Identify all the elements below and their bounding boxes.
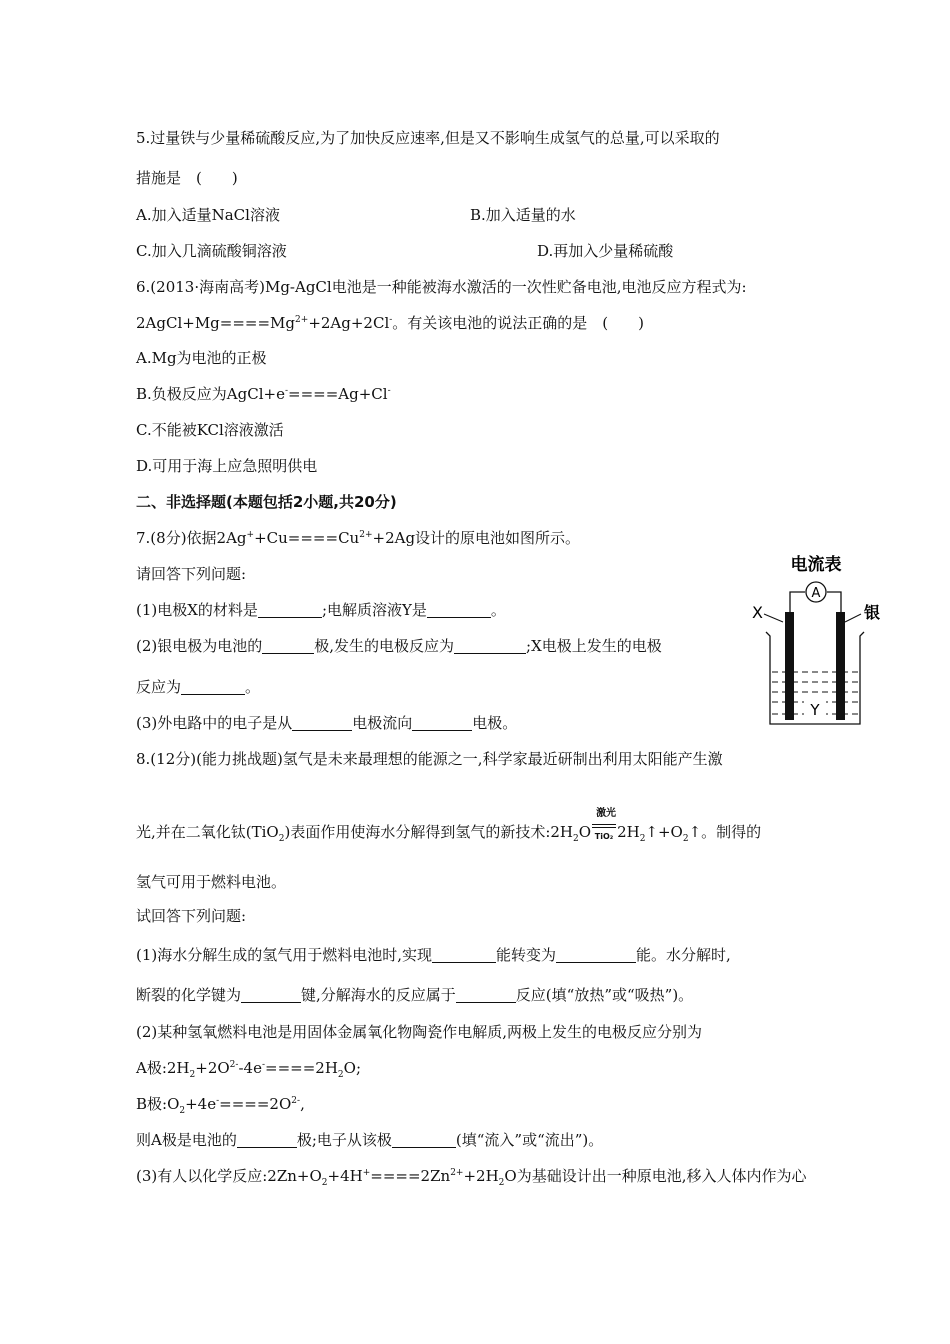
q8-stem-part: ↑+O xyxy=(645,823,683,841)
electrode-x-label: X xyxy=(752,603,763,622)
q8-p3-text: +4H xyxy=(327,1167,363,1185)
electrode-silver xyxy=(836,612,845,720)
reaction-condition-arrow xyxy=(591,808,617,842)
q8-p1-text: 键,分解海水的反应属于 xyxy=(301,986,456,1004)
eq-b-sub: 2 xyxy=(179,1106,186,1116)
q7-p1-text: (1)电极X的材料是 xyxy=(136,601,258,619)
electrode-silver-label: 银 xyxy=(864,603,881,622)
q6-eq-part: +2Ag+2Cl xyxy=(308,314,390,332)
q7-stem-part: 7.(8分)依据2Ag xyxy=(136,529,247,547)
q7-prompt: 请回答下列问题: xyxy=(136,565,247,583)
q8-p1-text: (1)海水分解生成的氢气用于燃料电池时,实现 xyxy=(136,946,433,964)
section-heading: 二、非选择题(本题包括2小题,共20分) xyxy=(136,493,397,511)
q6-optb-part: ====Ag+Cl xyxy=(288,385,388,403)
q6-option-d: D.可用于海上应急照明供电 xyxy=(136,457,318,475)
answer-blank[interactable] xyxy=(427,601,491,618)
q6-eq-sup: - xyxy=(389,315,393,325)
q8-p2-text: 极;电子从该极 xyxy=(296,1131,392,1149)
answer-blank[interactable] xyxy=(432,946,496,963)
q8-stem-part: 2H xyxy=(617,823,640,841)
ammeter-symbol: A xyxy=(811,586,821,601)
q7-p3-text: 电极流向 xyxy=(352,714,413,732)
q8-stem-line1: 8.(12分)(能力挑战题)氢气是未来最理想的能源之一,科学家最近研制出利用太阳能产生激 xyxy=(136,750,723,768)
q7-p2-text: 极,发生的电极反应为 xyxy=(314,637,455,655)
eq-a-part: O; xyxy=(343,1059,361,1077)
label-pointer-silver xyxy=(845,614,861,622)
q7-part2 xyxy=(136,636,662,656)
eq-b-part: ====2O xyxy=(219,1095,292,1113)
q6-eq-part: 。有关该电池的说法正确的是 ( ) xyxy=(392,314,645,332)
q8-stem-sub: 2 xyxy=(682,834,689,844)
q7-stem xyxy=(136,528,580,548)
q8-p1-text: 断裂的化学键为 xyxy=(136,986,242,1004)
q5-option-a: A.加入适量NaCl溶液 xyxy=(136,206,280,224)
answer-blank[interactable] xyxy=(454,637,526,654)
answer-blank[interactable] xyxy=(412,714,472,731)
q6-equation-line xyxy=(136,313,644,333)
q8-prompt: 试回答下列问题: xyxy=(136,907,247,925)
q7-part1 xyxy=(136,600,506,620)
answer-blank[interactable] xyxy=(258,601,322,618)
eq-b-part: B极:O xyxy=(136,1095,180,1113)
q7-part2-cont xyxy=(136,677,260,697)
electrode-x xyxy=(785,612,794,720)
q7-p3-text: 电极。 xyxy=(472,714,518,732)
condition-top-text: 激光 xyxy=(596,808,617,819)
answer-blank[interactable] xyxy=(456,986,516,1003)
q8-stem-line3: 氢气可用于燃料电池。 xyxy=(136,873,287,891)
q8-stem-part: 光,并在二氧化钛(TiO xyxy=(136,823,279,841)
q6-optb-sup: - xyxy=(284,386,288,396)
answer-blank[interactable] xyxy=(292,714,352,731)
q6-optb-part: B.负极反应为AgCl+e xyxy=(136,385,285,403)
q6-option-b xyxy=(136,384,391,404)
solution-y-label: Y xyxy=(810,701,820,719)
q8-part1-cont xyxy=(136,985,693,1005)
q8-p3-sub: 2 xyxy=(321,1178,328,1188)
q8-p3-text: +2H xyxy=(463,1167,499,1185)
q8-p3-text: O为基础设计出一种原电池,移入人体内作为心 xyxy=(504,1167,807,1185)
q8-stem-sub: 2 xyxy=(278,834,285,844)
answer-blank[interactable] xyxy=(181,678,245,695)
q8-stem-part: O xyxy=(578,823,592,841)
q7-p3-text: (3)外电路中的电子是从 xyxy=(136,714,293,732)
answer-blank[interactable] xyxy=(237,1131,297,1148)
answer-blank[interactable] xyxy=(556,946,636,963)
q8-equation-b xyxy=(136,1094,305,1114)
wire-right xyxy=(827,592,841,612)
q6-optb-sup: - xyxy=(387,386,391,396)
q6-option-c: C.不能被KCl溶液激活 xyxy=(136,421,284,439)
ammeter-title: 电流表 xyxy=(790,555,842,575)
q8-p3-text: ====2Zn xyxy=(370,1167,451,1185)
q7-p2-text: (2)银电极为电池的 xyxy=(136,637,263,655)
eq-a-sup: - xyxy=(261,1060,265,1070)
q8-stem-sub: 2 xyxy=(639,834,646,844)
q8-p3-sup: + xyxy=(362,1168,371,1178)
eq-b-part: , xyxy=(300,1095,305,1113)
q7-stem-part: +2Ag设计的原电池如图所示。 xyxy=(372,529,581,547)
q8-part2: (2)某种氢氧燃料电池是用固体金属氧化物陶瓷作电解质,两极上发生的电极反应分别为 xyxy=(136,1023,703,1041)
eq-a-part: -4e xyxy=(238,1059,262,1077)
q7-p1-text: ;电解质溶液Y是 xyxy=(321,601,427,619)
q8-part1 xyxy=(136,945,731,965)
q7-p1-text: 。 xyxy=(490,601,506,619)
galvanic-cell-diagram xyxy=(748,552,898,732)
q5-option-b: B.加入适量的水 xyxy=(470,206,576,224)
q8-part2-tail xyxy=(136,1130,603,1150)
q8-stem-line2 xyxy=(136,808,762,844)
eq-a-part: A极:2H xyxy=(136,1059,190,1077)
q7-stem-sup: + xyxy=(246,530,255,540)
q7-p2-text: 反应为 xyxy=(136,678,182,696)
q8-stem-part: ↑。制得的 xyxy=(688,823,762,841)
q5-stem-line1: 5.过量铁与少量稀硫酸反应,为了加快反应速率,但是又不影响生成氢气的总量,可以采取的 xyxy=(136,129,720,147)
label-pointer-x xyxy=(764,614,783,622)
q8-stem-part: )表面作用使海水分解得到氢气的新技术:2H xyxy=(284,823,574,841)
q8-p2-text: 则A极是电池的 xyxy=(136,1131,237,1149)
q6-option-a: A.Mg为电池的正极 xyxy=(136,349,267,367)
eq-a-sub: 2 xyxy=(337,1070,344,1080)
q6-stem-line1: 6.(2013·海南高考)Mg-AgCl电池是一种能被海水激活的一次性贮备电池,电池反应方程式为: xyxy=(136,278,747,296)
q6-eq-sup: 2+ xyxy=(295,315,309,325)
eq-b-sup: - xyxy=(216,1096,220,1106)
q7-p2-text: 。 xyxy=(245,678,261,696)
q7-part3 xyxy=(136,713,517,733)
q7-stem-part: +Cu====Cu xyxy=(254,529,360,547)
q5-stem-line2: 措施是 ( ) xyxy=(136,169,238,187)
q8-p3-sup: 2+ xyxy=(450,1168,464,1178)
answer-blank[interactable] xyxy=(392,1131,456,1148)
wire-left xyxy=(790,592,805,612)
q8-part3 xyxy=(136,1166,806,1186)
q8-p1-text: 能。水分解时, xyxy=(636,946,731,964)
condition-bar xyxy=(592,824,616,825)
q6-eq-part: 2AgCl+Mg====Mg xyxy=(136,314,296,332)
q8-equation-a xyxy=(136,1058,361,1078)
eq-a-part: ====2H xyxy=(265,1059,338,1077)
q8-stem-sub: 2 xyxy=(573,834,579,844)
q5-option-c: C.加入几滴硫酸铜溶液 xyxy=(136,242,287,260)
q8-p3-text: (3)有人以化学反应:2Zn+O xyxy=(136,1167,322,1185)
answer-blank[interactable] xyxy=(241,986,301,1003)
eq-a-sup: 2- xyxy=(229,1060,239,1070)
eq-a-part: +2O xyxy=(195,1059,230,1077)
eq-a-sub: 2 xyxy=(189,1070,196,1080)
eq-b-sup: 2- xyxy=(291,1096,301,1106)
answer-blank[interactable] xyxy=(262,637,314,654)
eq-b-part: +4e xyxy=(185,1095,217,1113)
q8-p1-text: 能转变为 xyxy=(496,946,557,964)
q8-p3-sub: 2 xyxy=(498,1178,505,1188)
q8-p1-text: 反应(填“放热”或“吸热”)。 xyxy=(515,986,694,1004)
condition-bottom-text: TiO₂ xyxy=(594,832,614,841)
q5-option-d: D.再加入少量稀硫酸 xyxy=(537,242,674,260)
q7-p2-text: ;X电极上发生的电极 xyxy=(526,637,662,655)
q7-stem-sup: 2+ xyxy=(359,530,373,540)
q8-p2-text: (填“流入”或“流出”)。 xyxy=(455,1131,604,1149)
